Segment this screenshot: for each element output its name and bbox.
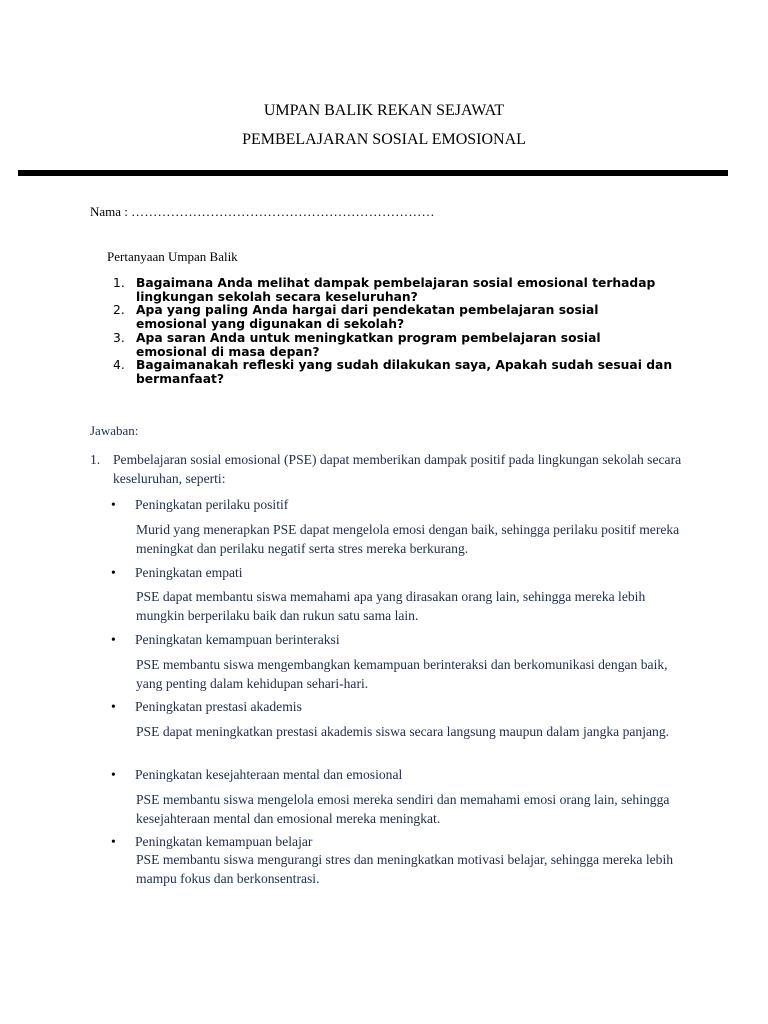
bullet-description: PSE dapat membantu siswa memahami apa yang dirasakan orang lain, sehingga mereka lebih mungkin berperilaku baik dan rukun satu sama lain. — [136, 589, 646, 623]
answer-text: Pembelajaran sosial emosional (PSE) dapat memberikan dampak positif pada lingkungan sekolah secara keseluruhan, seperti: — [113, 452, 682, 486]
question-number: 1. — [113, 276, 125, 290]
bullet-icon: • — [111, 834, 116, 849]
question-text: Bagaimanakah refleski yang sudah dilakukan saya, Apakah sudah sesuai dan bermanfaat? — [136, 358, 673, 386]
question-number: 2. — [113, 303, 125, 318]
name-field — [90, 204, 435, 220]
question-number: 3. — [113, 330, 125, 345]
bullet-description: PSE membantu siswa mengelola emosi mereka sendiri dan memahami emosi orang lain, sehingga kesejahteraan mental dan emosional mereka meningkat. — [136, 792, 670, 826]
question-item — [113, 277, 673, 304]
bullet-icon: • — [111, 632, 116, 647]
bullet-icon: • — [111, 767, 116, 782]
bullet-label: Peningkatan kesejahteraan mental dan emosional — [135, 767, 403, 782]
bullet-icon: • — [111, 497, 116, 512]
document-title: UMPAN BALIK REKAN SEJAWAT — [263, 102, 505, 119]
question-text: Apa yang paling Anda hargai dari pendekatan pembelajaran sosial emosional yang digunakan di sekolah? — [136, 303, 599, 332]
bullet-description: PSE dapat meningkatkan prestasi akademis siswa secara langsung maupun dalam jangka panjang. — [136, 724, 670, 739]
question-number: 4. — [113, 358, 125, 373]
name-dots: …………………………………………………………… — [131, 204, 435, 219]
bullet-description: PSE membantu siswa mengurangi stres dan meningkatkan motivasi belajar, sehingga mereka lebih mampu fokus dan berkonsentrasi. — [136, 852, 674, 886]
bullet-description: Murid yang menerapkan PSE dapat mengelola emosi dengan baik, sehingga perilaku positif mereka meningkat dan perilaku negatif serta stres mereka berkurang. — [136, 522, 680, 556]
questions-list — [113, 277, 673, 387]
question-item — [113, 359, 673, 386]
header-divider — [18, 170, 728, 176]
bullet-icon: • — [111, 699, 116, 714]
answers-label: Jawaban: — [90, 423, 139, 438]
document-subtitle: PEMBELAJARAN SOSIAL EMOSIONAL — [242, 131, 526, 148]
question-item — [113, 332, 673, 359]
bullet-icon: • — [111, 565, 116, 580]
bullet-label: Peningkatan kemampuan berinteraksi — [135, 632, 340, 647]
bullet-label: Peningkatan kemampuan belajar — [135, 834, 313, 849]
question-item — [113, 304, 673, 331]
question-text: Bagaimana Anda melihat dampak pembelajaran sosial emosional terhadap lingkungan sekolah secara keseluruhan? — [136, 276, 656, 304]
bullet-description: PSE membantu siswa mengembangkan kemampuan berinteraksi dan berkomunikasi dengan baik, yang penting dalam kehidupan sehari-hari. — [136, 657, 668, 691]
questions-heading: Pertanyaan Umpan Balik — [107, 249, 238, 264]
bullet-label: Peningkatan prestasi akademis — [135, 699, 302, 714]
bullet-label: Peningkatan empati — [135, 565, 243, 580]
question-text: Apa saran Anda untuk meningkatkan program pembelajaran sosial emosional di masa depan? — [136, 330, 601, 359]
name-label: Nama : — [90, 204, 132, 219]
answer-number: 1. — [90, 452, 101, 467]
bullet-label: Peningkatan perilaku positif — [135, 497, 289, 512]
